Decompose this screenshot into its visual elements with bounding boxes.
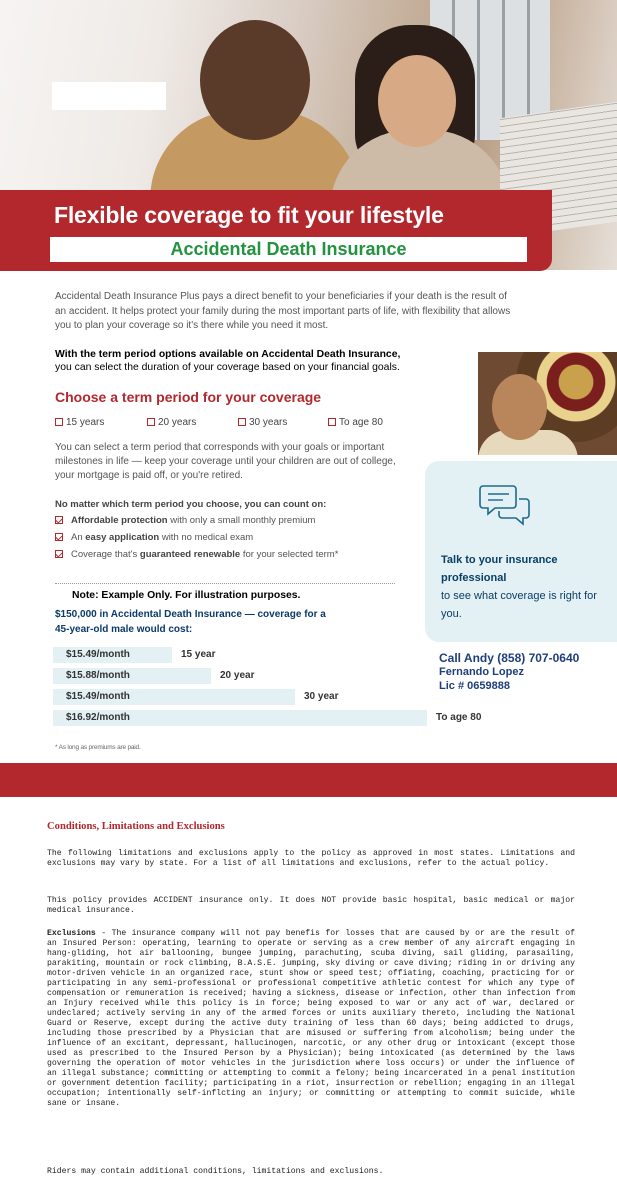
term-option-30[interactable]: 30 years — [238, 417, 287, 428]
agent-contact — [439, 651, 579, 693]
talk-body: to see what coverage is right for you. — [441, 590, 597, 620]
term-note — [55, 348, 435, 374]
term-note-line2: you can select the duration of your coverage based on your financial goals. — [55, 362, 400, 373]
premium-term: 30 year — [304, 691, 339, 702]
agent-license: Lic # 0659888 — [439, 680, 510, 692]
agent-photo — [478, 352, 617, 455]
checkmark-icon — [55, 550, 63, 558]
premium-term: To age 80 — [436, 712, 482, 723]
checkbox-icon — [328, 418, 336, 426]
premium-price: $15.88/month — [66, 670, 130, 681]
benefits-list — [55, 514, 425, 565]
talk-title: Talk to your insurance professional — [441, 554, 558, 584]
example-description: $150,000 in Accidental Death Insurance — coverage for a 45-year-old male would cost: — [55, 609, 326, 635]
premium-term: 15 year — [181, 649, 216, 660]
page-title: Flexible coverage to fit your lifestyle — [54, 202, 444, 228]
checkmark-icon — [55, 516, 63, 524]
term-option-15[interactable]: 15 years — [55, 417, 104, 428]
premium-price: $15.49/month — [66, 691, 130, 702]
footnote: * As long as premiums are paid. — [55, 744, 141, 751]
exclusions-paragraph: Exclusions - The insurance company will not pay benefis for losses that are caused by or are the result of an Insured Person: operating, learning to operate or serving as a crew member of any aircraft engaging in hang-gliding, hot air ballooning, bungee jumping, parachuting, scuba diving, sail gliding, parasailing, parakiting, mountain or rock climbing, B.A.S.E. jumping, sky diving or cave diving; riding in or driving any motor-driven vehicle in an organized race, stunt show or speed test; offiating, coaching, practicing for or participating in any semi-professional or professional competitive athletic contest for which any type of compensation or remuneration is received; having a sickness, disease or infection, other than infection from an Injury received while this policy is in force; being exposed to war or any act of war, declared or undeclared; actively serving in any of the armed forces or units auxiliary thereto, including the National Guard or Reserve, except during the active duty training of less than 60 days; being addicted to drugs, including those prescribed by a Physician that are misused or suffering from alcoholism; being under the influence of an excitant, depressant, hallucinogen, narcotic, or any other drug or intoxicant (except those used as prescribed to the Insured Person by a Physician); being intoxicated (as determined by the laws governing the operation of motor vehicles in the jurisdiction where loss occurs) or under the influence of an illegal substance; committing or attempting to commit a felony; being incarcerated in a penal institution or government detention facility; participating in a riot, insurrection or rebellion; engaging in an illegal occupation; intentionally self-inflcting an injury; or committing or attempting to commit suicide, while sane or insane. — [47, 929, 575, 1108]
checkbox-icon — [238, 418, 246, 426]
chat-bubbles-icon — [479, 483, 531, 529]
term-options — [55, 417, 415, 431]
list-item: Coverage that's guaranteed renewable for your selected term* — [55, 548, 425, 565]
term-note-line1: With the term period options available on Accidental Death Insurance, — [55, 349, 401, 360]
list-item: An easy application with no medical exam — [55, 531, 425, 548]
choose-heading: Choose a term period for your coverage — [55, 389, 322, 405]
example-note: Note: Example Only. For illustration purposes. — [72, 590, 301, 601]
logo-placeholder — [52, 82, 166, 110]
agent-name: Fernando Lopez — [439, 666, 524, 678]
premium-term: 20 year — [220, 670, 255, 681]
conditions-paragraph-2: This policy provides ACCIDENT insurance only. It does NOT provide basic hospital, basic medical or major medical insurance. — [47, 896, 575, 915]
premium-price: $15.49/month — [66, 649, 130, 660]
talk-callout — [425, 461, 617, 642]
term-option-80[interactable]: To age 80 — [328, 417, 383, 428]
title-band — [0, 190, 552, 271]
checkbox-icon — [147, 418, 155, 426]
divider — [55, 583, 395, 584]
conditions-title: Conditions, Limitations and Exclusions — [47, 821, 225, 832]
red-divider-bar — [0, 763, 617, 797]
checkbox-icon — [55, 418, 63, 426]
conditions-paragraph-1: The following limitations and exclusions apply to the policy as approved in most states. Limitations and exclusions may vary by state. For a list of all limitations and exclusions, refer to the actual policy. — [47, 849, 575, 868]
term-option-20[interactable]: 20 years — [147, 417, 196, 428]
benefits-heading: No matter which term period you choose, you can count on: — [55, 499, 327, 510]
checkmark-icon — [55, 533, 63, 541]
intro-paragraph: Accidental Death Insurance Plus pays a direct benefit to your beneficiaries if your death is the result of an accident. It helps protect your family during the most important parts of life, with flexibility that allows you to plan your coverage so it's there while you need it most. — [55, 291, 511, 331]
page-subtitle: Accidental Death Insurance — [50, 237, 527, 262]
term-description: You can select a term period that corresponds with your goals or important milestones in life — keep your coverage until your children are out of college, your mortgage is paid off, or you're retired. — [55, 442, 396, 481]
conditions-paragraph-4: Riders may contain additional conditions, limitations and exclusions. — [47, 1167, 384, 1176]
premium-price: $16.92/month — [66, 712, 130, 723]
agent-phone[interactable]: Call Andy (858) 707-0640 — [439, 651, 580, 665]
list-item: Affordable protection with only a small monthly premium — [55, 514, 425, 531]
